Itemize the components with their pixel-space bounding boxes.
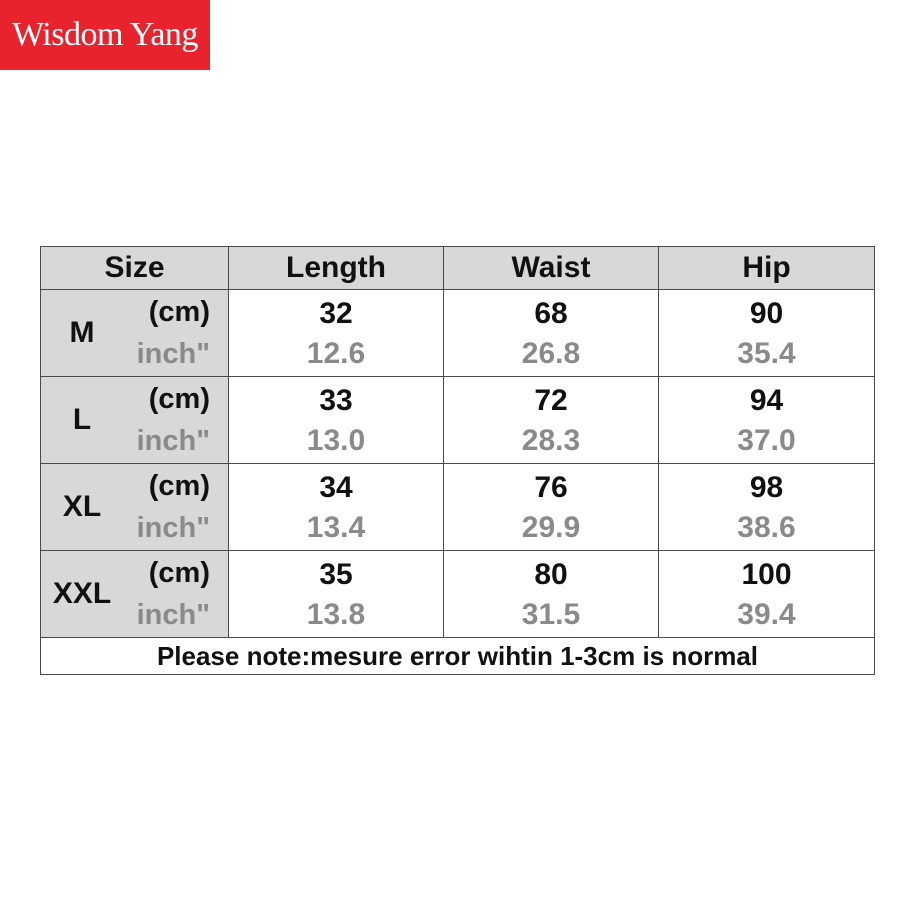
unit-inch-label: inch" bbox=[136, 512, 210, 544]
unit-cm-label: (cm) bbox=[148, 470, 210, 502]
table-row bbox=[41, 464, 875, 551]
waist-cm: 80 bbox=[534, 558, 568, 591]
header-size: Size bbox=[41, 247, 229, 290]
hip-cm: 90 bbox=[749, 297, 784, 330]
table-row bbox=[41, 551, 875, 638]
size-cell bbox=[41, 464, 229, 551]
hip-cell bbox=[659, 551, 875, 638]
length-inch: 12.6 bbox=[306, 337, 366, 370]
size-cell bbox=[41, 551, 229, 638]
unit-cm-label: (cm) bbox=[148, 296, 210, 328]
unit-inch-label: inch" bbox=[136, 425, 210, 457]
size-cell bbox=[41, 290, 229, 377]
hip-cell bbox=[659, 464, 875, 551]
unit-inch-label: inch" bbox=[136, 338, 210, 370]
unit-cm-label: (cm) bbox=[148, 557, 210, 589]
header-hip: Hip bbox=[659, 247, 875, 290]
table-row bbox=[41, 290, 875, 377]
note-row bbox=[41, 638, 875, 675]
length-cm: 33 bbox=[319, 384, 353, 417]
waist-inch: 29.9 bbox=[521, 511, 581, 544]
hip-inch: 39.4 bbox=[737, 598, 796, 631]
waist-cm: 68 bbox=[534, 297, 568, 330]
size-label: XL bbox=[62, 490, 102, 523]
size-cell bbox=[41, 377, 229, 464]
waist-inch: 31.5 bbox=[521, 598, 581, 631]
hip-inch: 35.4 bbox=[737, 337, 796, 370]
length-inch: 13.0 bbox=[306, 424, 366, 457]
length-cell bbox=[229, 290, 444, 377]
length-inch: 13.4 bbox=[306, 511, 366, 544]
brand-logo bbox=[0, 0, 210, 70]
length-cell bbox=[229, 551, 444, 638]
waist-cell bbox=[444, 290, 659, 377]
waist-inch: 26.8 bbox=[521, 337, 581, 370]
brand-name: Wisdom Yang bbox=[12, 16, 198, 53]
size-label: M bbox=[69, 316, 95, 349]
size-label: XXL bbox=[52, 577, 112, 610]
hip-cm: 100 bbox=[741, 558, 792, 591]
waist-cell bbox=[444, 377, 659, 464]
size-chart-table bbox=[40, 246, 875, 675]
header-length: Length bbox=[229, 247, 444, 290]
length-cell bbox=[229, 377, 444, 464]
waist-cell bbox=[444, 551, 659, 638]
hip-cm: 94 bbox=[749, 384, 784, 417]
waist-cell bbox=[444, 464, 659, 551]
unit-inch-label: inch" bbox=[136, 599, 210, 631]
waist-inch: 28.3 bbox=[521, 424, 581, 457]
size-label: L bbox=[72, 403, 92, 436]
length-cm: 34 bbox=[319, 471, 353, 504]
table-row bbox=[41, 377, 875, 464]
length-inch: 13.8 bbox=[306, 598, 366, 631]
hip-inch: 38.6 bbox=[737, 511, 796, 544]
hip-inch: 37.0 bbox=[737, 424, 796, 457]
hip-cell bbox=[659, 377, 875, 464]
header-waist: Waist bbox=[444, 247, 659, 290]
measurement-note: Please note:mesure error wihtin 1-3cm is normal bbox=[41, 638, 875, 675]
length-cell bbox=[229, 464, 444, 551]
table-header-row bbox=[41, 247, 875, 290]
hip-cell bbox=[659, 290, 875, 377]
waist-cm: 72 bbox=[534, 384, 568, 417]
unit-cm-label: (cm) bbox=[148, 383, 210, 415]
length-cm: 35 bbox=[319, 558, 353, 591]
waist-cm: 76 bbox=[534, 471, 568, 504]
hip-cm: 98 bbox=[749, 471, 784, 504]
length-cm: 32 bbox=[319, 297, 353, 330]
